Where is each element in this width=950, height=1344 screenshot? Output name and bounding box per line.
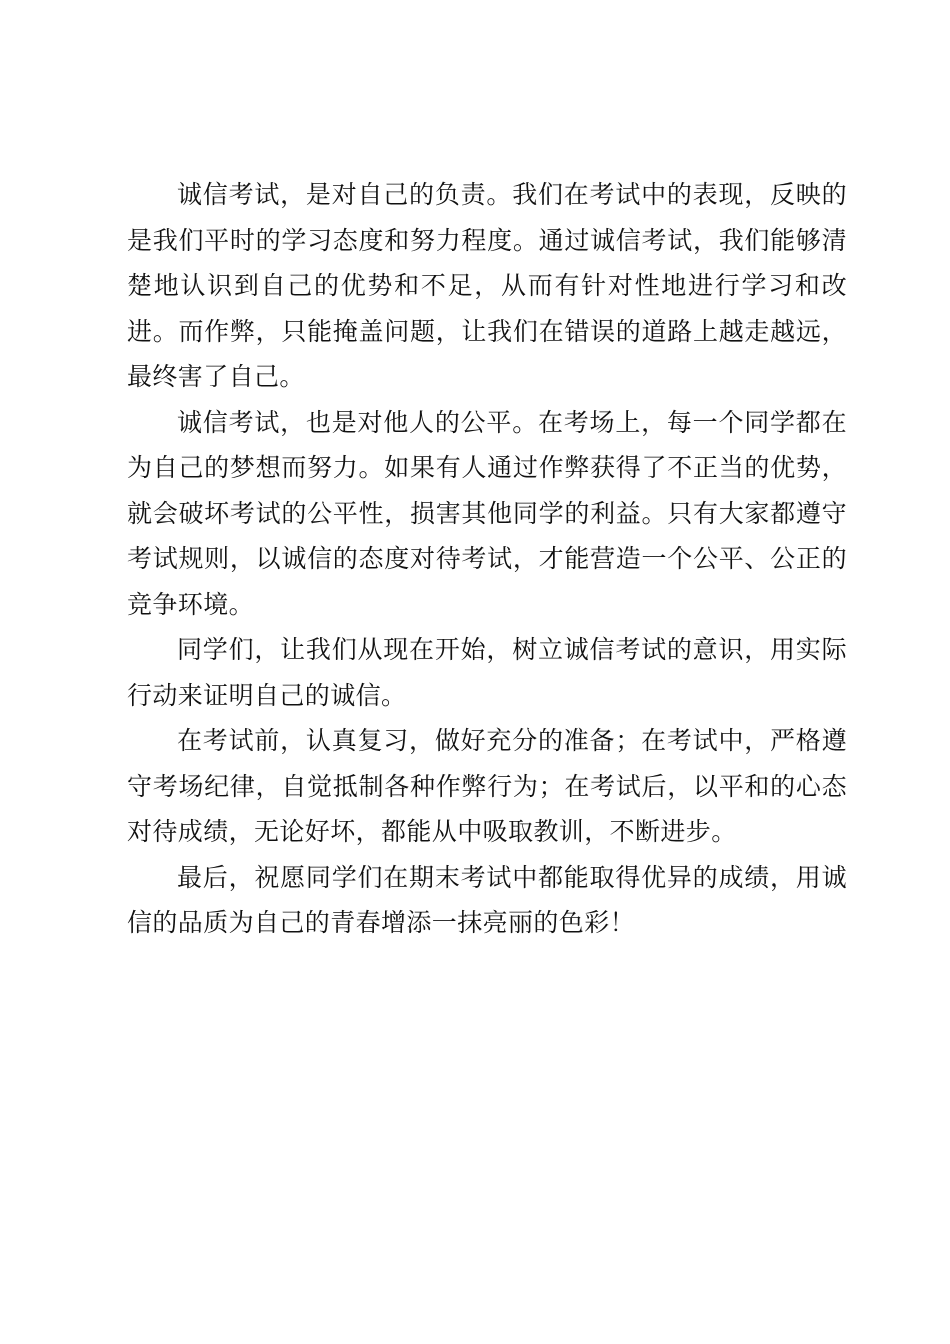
paragraph-call-to-action: 同学们，让我们从现在开始，树立诚信考试的意识，用实际行动来证明自己的诚信。 — [127, 635, 847, 710]
paragraph-exam-conduct: 在考试前，认真复习，做好充分的准备；在考试中，严格遵守考场纪律，自觉抵制各种作弊行为；在考试后，以平和的心态对待成绩，无论好坏，都能从中吸取教训，不断进步。 — [127, 726, 847, 846]
paragraph-fairness: 诚信考试，也是对他人的公平。在考场上，每一个同学都在为自己的梦想而努力。如果有人通过作弊获得了不正当的优势，就会破坏考试的公平性，损害其他同学的利益。只有大家都遵守考试规则，以诚信的态度对待考试，才能营造一个公平、公正的竞争环境。 — [127, 407, 847, 619]
document-body — [127, 172, 847, 946]
paragraph-closing-wish: 最后，祝愿同学们在期末考试中都能取得优异的成绩，用诚信的品质为自己的青春增添一抹亮丽的色彩！ — [127, 862, 847, 937]
paragraph-responsibility: 诚信考试，是对自己的负责。我们在考试中的表现，反映的是我们平时的学习态度和努力程度。通过诚信考试，我们能够清楚地认识到自己的优势和不足，从而有针对性地进行学习和改进。而作弊，只能掩盖问题，让我们在错误的道路上越走越远，最终害了自己。 — [127, 180, 847, 391]
